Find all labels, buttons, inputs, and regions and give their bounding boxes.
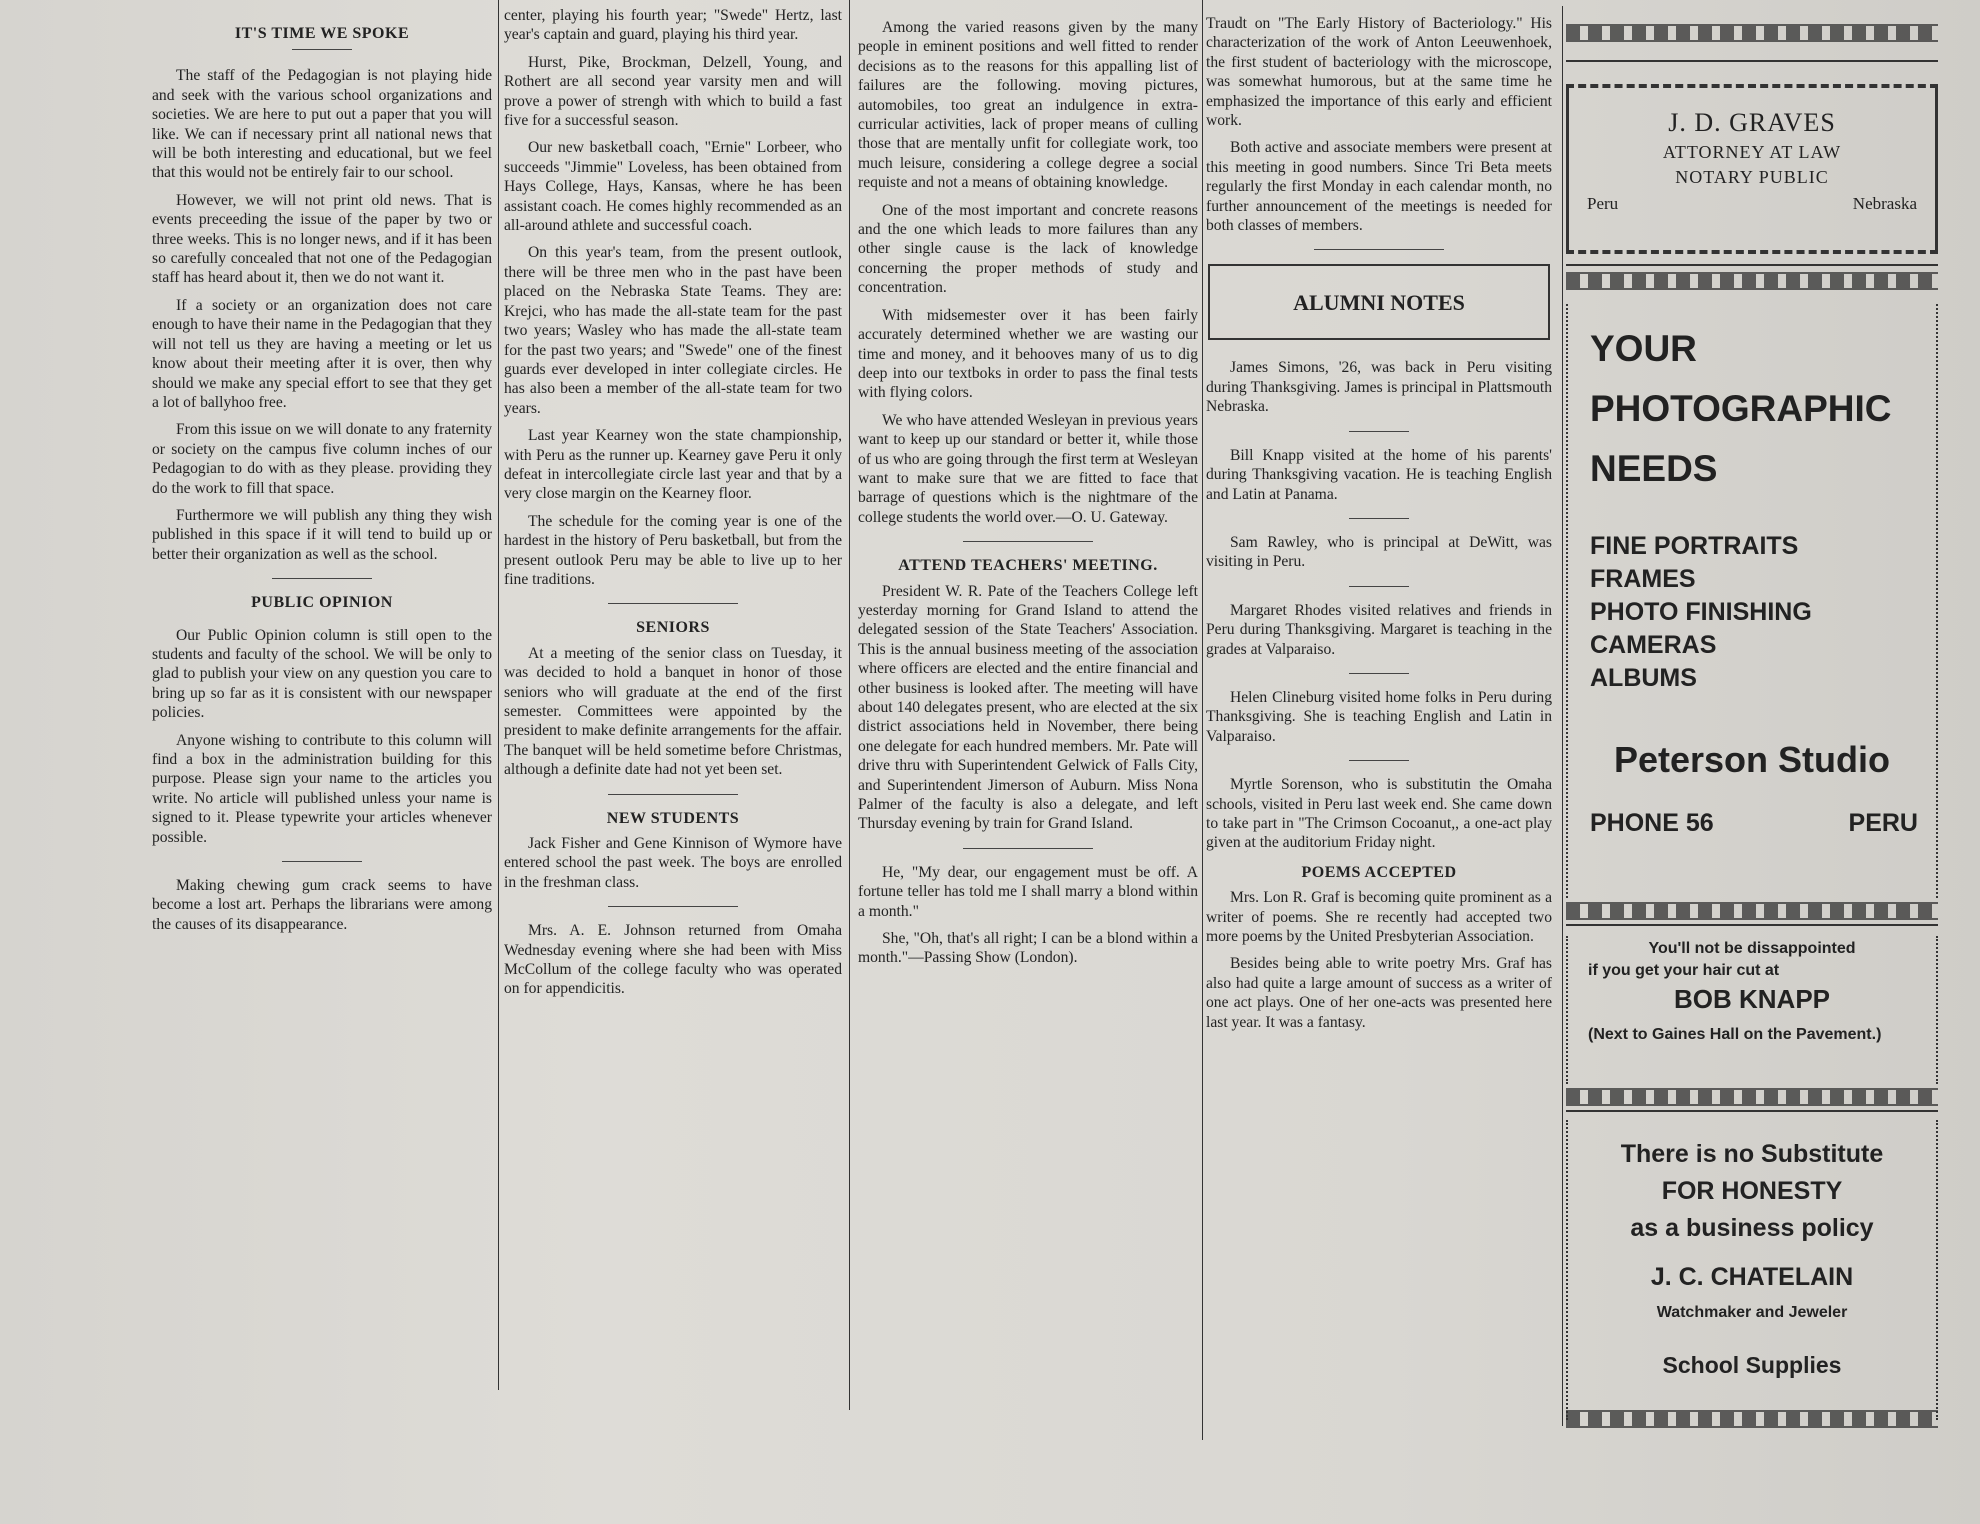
- paragraph: Hurst, Pike, Brockman, Delzell, Young, and Rothert are all second year varsity men and will prove a power of strengh with which to build a fast five for a successful season.: [504, 53, 842, 130]
- paragraph: On this year's team, from the present outlook, there will be three men who in the past have been placed on the Nebraska State Teams. They are: Krejci, who has made the all-state team for the past two years; Wasley who has made the all-state team for the past two years; and "Swede" one of the finest guards ever developed in inter collegiate circles. He has also been a member of the all-state team for two years.: [504, 244, 842, 417]
- photo-item-albums: ALBUMS: [1590, 664, 1697, 692]
- photo-phone: PHONE 56: [1590, 809, 1714, 837]
- chatelain-trade: Watchmaker and Jeweler: [1656, 1304, 1848, 1321]
- paragraph: Margaret Rhodes visited relatives and friends in Peru during Thanksgiving. Margaret is teaching in the grades at Valparaiso.: [1206, 601, 1552, 658]
- divider: [608, 906, 738, 907]
- headline-public-opinion: PUBLIC OPINION: [251, 594, 393, 612]
- ad-separator: [1566, 1110, 1938, 1112]
- barber-line2: if you get your hair cut at: [1588, 962, 1780, 979]
- column-2: [504, 6, 842, 1007]
- graves-name: J. D. GRAVES: [1668, 108, 1836, 137]
- chain-border: [1566, 1410, 1938, 1428]
- photo-headline-photographic: PHOTOGRAPHIC: [1590, 388, 1892, 429]
- paragraph: Jack Fisher and Gene Kinnison of Wymore have entered school the past week. The boys are enrolled in the freshman class.: [504, 835, 842, 891]
- paragraph: Anyone wishing to contribute to this column will find a box in the administration building for this purpose. Please sign your name to the articles you write. No article will published unless your name is signed to it. Please typewrite your articles whenever possible.: [152, 731, 492, 846]
- graves-notary: NOTARY PUBLIC: [1675, 167, 1829, 187]
- column-rule: [1202, 0, 1203, 1440]
- barber-name: BOB KNAPP: [1673, 984, 1830, 1014]
- column-1: [152, 14, 492, 942]
- paragraph: From this issue on we will donate to any fraternity or society on the campus five column inches of our Pedagogian to do with as they please. providing they do the work to fill that space.: [152, 421, 492, 497]
- divider: [282, 861, 362, 862]
- divider: [292, 49, 352, 50]
- headline-poems-accepted: POEMS ACCEPTED: [1301, 863, 1457, 881]
- paragraph: Last year Kearney won the state championship, with Peru as the runner up. Kearney gave Peru it only defeat in intercollegiate circle last year and that by a very close margin on the Kearney floor.: [504, 427, 842, 503]
- paragraph: James Simons, '26, was back in Peru visiting during Thanksgiving. James is principal in Plattsmouth Nebraska.: [1206, 359, 1552, 416]
- column-rule: [849, 0, 850, 1410]
- photo-item-finishing: PHOTO FINISHING: [1590, 598, 1812, 626]
- chain-border: [1566, 24, 1938, 42]
- paragraph: We who have attended Wesleyan in previous years want to keep up our standard or better it, while those of us who are going through the first term at Wesleyan want to make sure that we are fitted to face that barrage of questions which is the nightmare of the college students the world over.—O. U. Gateway.: [858, 411, 1198, 526]
- barber-line1: You'll not be dissappointed: [1648, 940, 1856, 957]
- barber-location: (Next to Gaines Hall on the Pavement.): [1588, 1026, 1882, 1043]
- divider: [963, 848, 1093, 849]
- paragraph: Mrs. Lon R. Graf is becoming quite prominent as a writer of poems. She re recently had accepted two more poems by the United Presbyterian Association.: [1206, 889, 1552, 945]
- paragraph: The staff of the Pedagogian is not playing hide and seek with the various school organizations and societies. We are here to put out a paper that you will like. We can if necessary print all national news that will be both interesting and educational, but we feel that this would not be entirely fair to our school.: [152, 67, 492, 182]
- divider: [1314, 249, 1444, 250]
- paragraph: Making chewing gum crack seems to have become a lost art. Perhaps the librarians were among the causes of its disappearance.: [152, 877, 492, 933]
- paragraph: At a meeting of the senior class on Tuesday, it was decided to hold a banquet in honor of those seniors who will graduate at the end of the first semester. Committees were appointed by the president to make definite arrangements for the affair. The banquet will be held sometime before Christmas, although a definite date had not yet been set.: [504, 644, 842, 779]
- divider: [963, 541, 1093, 542]
- paragraph: Myrtle Sorenson, who is substitutin the Omaha schools, visited in Peru last week end. She came down to take part in "The Crimson Cocoanut,, a one-act play given at the auditorium Friday night.: [1206, 776, 1552, 852]
- paragraph: He, "My dear, our engagement must be off. A fortune teller has told me I shall marry a blond within a month.": [858, 863, 1198, 920]
- paragraph: center, playing his fourth year; "Swede" Hertz, last year's captain and guard, playing his third year.: [504, 7, 842, 44]
- paragraph: Our new basketball coach, "Ernie" Lorbeer, who succeeds "Jimmie" Loveless, has been obtained from Hays College, Hays, Kansas, where he has been assistant coach. He comes highly recommended as an all-around athlete and successful coach.: [504, 139, 842, 235]
- paragraph: However, we will not print old news. That is events preceeding the issue of the paper by two or three weeks. This is no longer news, and if it has been so carefully concealed that not one of the Pedagogian staff has heard about it, then we do not want it.: [152, 191, 492, 287]
- paragraph: Our Public Opinion column is still open to the students and faculty of the school. We will be only to glad to publish your view on any question you care to bring up so far as it is consistent with our newspaper policies.: [152, 626, 492, 722]
- photo-item-portraits: FINE PORTRAITS: [1590, 532, 1799, 560]
- ad-separator: [1566, 924, 1938, 926]
- divider: [272, 578, 372, 579]
- paragraph: President W. R. Pate of the Teachers College left yesterday morning for Grand Island to attend the delegated session of the State Teachers' Association. This is the annual business meeting of the association where officers are elected and the entire financial and other business is looked after. The meeting will have about 140 delegates present, who are elected at the six district associations held in November, there being one delegate for each hundred members. Mr. Pate will drive thru with Superintendent Gelwick of Falls City, and Superintendent Jimerson of Auburn. Miss Nona Palmer of the faculty is also a delegate, and left Thursday evening by train for Grand Island.: [858, 582, 1198, 833]
- divider: [1349, 518, 1409, 519]
- paragraph: If a society or an organization does not care enough to have their name in the Pedagogian that they will not tell us they are having a meeting or let us know about their meeting after it is over, then why should we make any special effort to see that they get a lot of ballyhoo free.: [152, 296, 492, 411]
- ad-bob-knapp: [1566, 936, 1938, 1084]
- headline-seniors: SENIORS: [636, 619, 710, 637]
- column-rule: [1562, 6, 1563, 1426]
- divider: [608, 794, 738, 795]
- paragraph: Traudt on "The Early History of Bacteriology." His characterization of the work of Anton Leeuwenhoek, the first student of bacteriology with the microscope, was somewhat humorous, but at the same time he emphasized the importance of this early and efficient work.: [1206, 15, 1552, 130]
- paragraph: Sam Rawley, who is principal at DeWitt, was visiting in Peru.: [1206, 533, 1552, 571]
- paragraph: She, "Oh, that's all right; I can be a blond within a month."—Passing Show (London).: [858, 930, 1198, 967]
- photo-town: PERU: [1848, 809, 1918, 837]
- headline-attend-teachers-meeting: ATTEND TEACHERS' MEETING.: [898, 557, 1158, 575]
- divider: [1349, 760, 1409, 761]
- graves-state: Nebraska: [1852, 194, 1917, 213]
- paragraph: Both active and associate members were present at this meeting in good numbers. Since Tri Beta meets regularly the first Monday in each calendar month, no further announcement of the meetings is needed for both classes of members.: [1206, 139, 1552, 235]
- graves-title: ATTORNEY AT LAW: [1662, 142, 1842, 162]
- paragraph: Among the varied reasons given by the many people in eminent positions and well fitted to render decisions as to the reasons for this appalling list of failures are the following. moving pictures, automobiles, too great an indulgence in extra-curricular activities, lack of proper means of culling those that are mentally unfit for collegiate work, too much leisure, considering a college degree a social requiste and not a means of obtaining knowledge.: [858, 19, 1198, 192]
- divider: [608, 603, 738, 604]
- column-3: [858, 6, 1198, 976]
- chatelain-line3: as a business policy: [1630, 1214, 1874, 1242]
- divider: [1349, 586, 1409, 587]
- headline-alumni-notes: ALUMNI NOTES: [1208, 264, 1550, 340]
- divider: [1349, 673, 1409, 674]
- photo-headline-needs: NEEDS: [1590, 448, 1718, 489]
- paragraph: Besides being able to write poetry Mrs. Graf has also had quite a large amount of success as a writer of one act plays. One of her one-acts was presented here last year. It was a fantasy.: [1206, 955, 1552, 1031]
- paragraph: The schedule for the coming year is one of the hardest in the history of Peru basketball, but from the present outlook Peru may be able to live up to her fine traditions.: [504, 512, 842, 588]
- graves-town: Peru: [1587, 194, 1619, 213]
- ad-separator: [1566, 264, 1938, 266]
- advertisement-column: [1566, 14, 1938, 1426]
- paragraph: Mrs. A. E. Johnson returned from Omaha Wednesday evening where she had been with Miss McCollum of the college faculty who was operated on for appendicitis.: [504, 922, 842, 998]
- ad-peterson-studio: [1566, 304, 1938, 898]
- chatelain-supplies: School Supplies: [1662, 1352, 1842, 1378]
- paragraph: Bill Knapp visited at the home of his parents' during Thanksgiving vacation. He is teaching English and Latin at Panama.: [1206, 446, 1552, 503]
- photo-headline-your: YOUR: [1590, 328, 1697, 369]
- photo-item-cameras: CAMERAS: [1590, 631, 1717, 659]
- paragraph: Furthermore we will publish any thing they wish published in this space if it will tend to build up or better their organization as well as the school.: [152, 506, 492, 563]
- photo-item-frames: FRAMES: [1590, 565, 1696, 593]
- chain-border: [1566, 902, 1938, 920]
- headline-its-time-we-spoke: IT'S TIME WE SPOKE: [234, 25, 410, 42]
- paragraph: Helen Clineburg visited home folks in Peru during Thanksgiving. She is teaching English and Latin in Valparaiso.: [1206, 688, 1552, 745]
- paragraph: One of the most important and concrete reasons and the one which leads to more failures than any other single cause is the lack of knowledge concerning the proper methods of study and concentration.: [858, 201, 1198, 297]
- chain-border: [1566, 1088, 1938, 1106]
- chatelain-name: J. C. CHATELAIN: [1650, 1263, 1854, 1291]
- ad-separator: [1566, 60, 1938, 62]
- chatelain-line2: FOR HONESTY: [1661, 1177, 1843, 1205]
- chain-border: [1566, 272, 1938, 290]
- column-rule: [498, 0, 499, 1390]
- ad-chatelain: [1566, 1120, 1938, 1420]
- chatelain-line1: There is no Substitute: [1620, 1140, 1884, 1168]
- photo-studio-name: Peterson Studio: [1613, 739, 1891, 780]
- column-4: [1206, 6, 1552, 1040]
- headline-new-students: NEW STUDENTS: [606, 809, 740, 827]
- paragraph: With midsemester over it has been fairly accurately determined whether we are wasting our time and money, and it behooves many of us to dig deep into our textboks in order to pass the final tests with flying colors.: [858, 306, 1198, 402]
- ad-graves: [1566, 84, 1938, 254]
- divider: [1349, 431, 1409, 432]
